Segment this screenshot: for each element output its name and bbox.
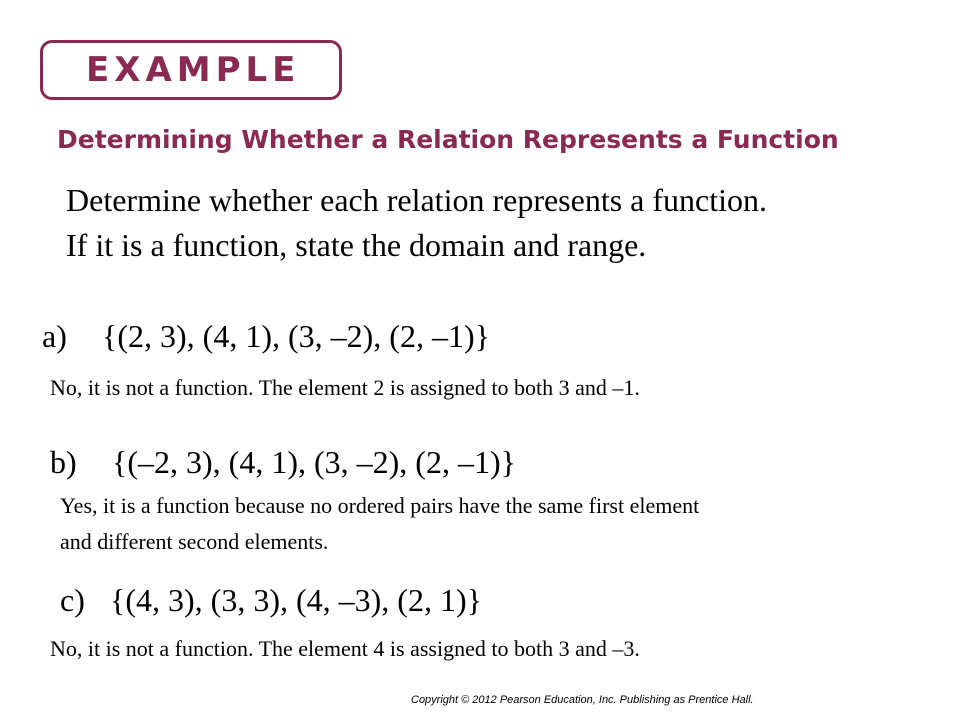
- example-banner-label: EXAMPLE: [86, 50, 301, 90]
- part-a-label: a): [42, 318, 67, 354]
- part-b-relation: {(–2, 3), (4, 1), (3, –2), (2, –1)}: [112, 444, 516, 480]
- prompt-line-1: Determine whether each relation represents a function.: [66, 182, 768, 218]
- part-c-relation: {(4, 3), (3, 3), (4, –3), (2, 1)}: [110, 582, 482, 618]
- part-a-relation: {(2, 3), (4, 1), (3, –2), (2, –1)}: [102, 318, 490, 354]
- copyright-notice: Copyright © 2012 Pearson Education, Inc. Publishing as Prentice Hall.: [411, 694, 754, 706]
- part-b-answer-line-1: Yes, it is a function because no ordered pairs have the same first element: [60, 493, 700, 518]
- section-subtitle: Determining Whether a Relation Represents a Function: [57, 125, 839, 154]
- part-c-answer: No, it is not a function. The element 4 is assigned to both 3 and –3.: [50, 636, 640, 661]
- part-b-answer-line-2: and different second elements.: [60, 529, 329, 554]
- part-c-label: c): [60, 582, 85, 618]
- part-a-answer: No, it is not a function. The element 2 is assigned to both 3 and –1.: [50, 375, 640, 400]
- prompt-line-2: If it is a function, state the domain and range.: [66, 227, 647, 263]
- part-b-label: b): [50, 444, 77, 480]
